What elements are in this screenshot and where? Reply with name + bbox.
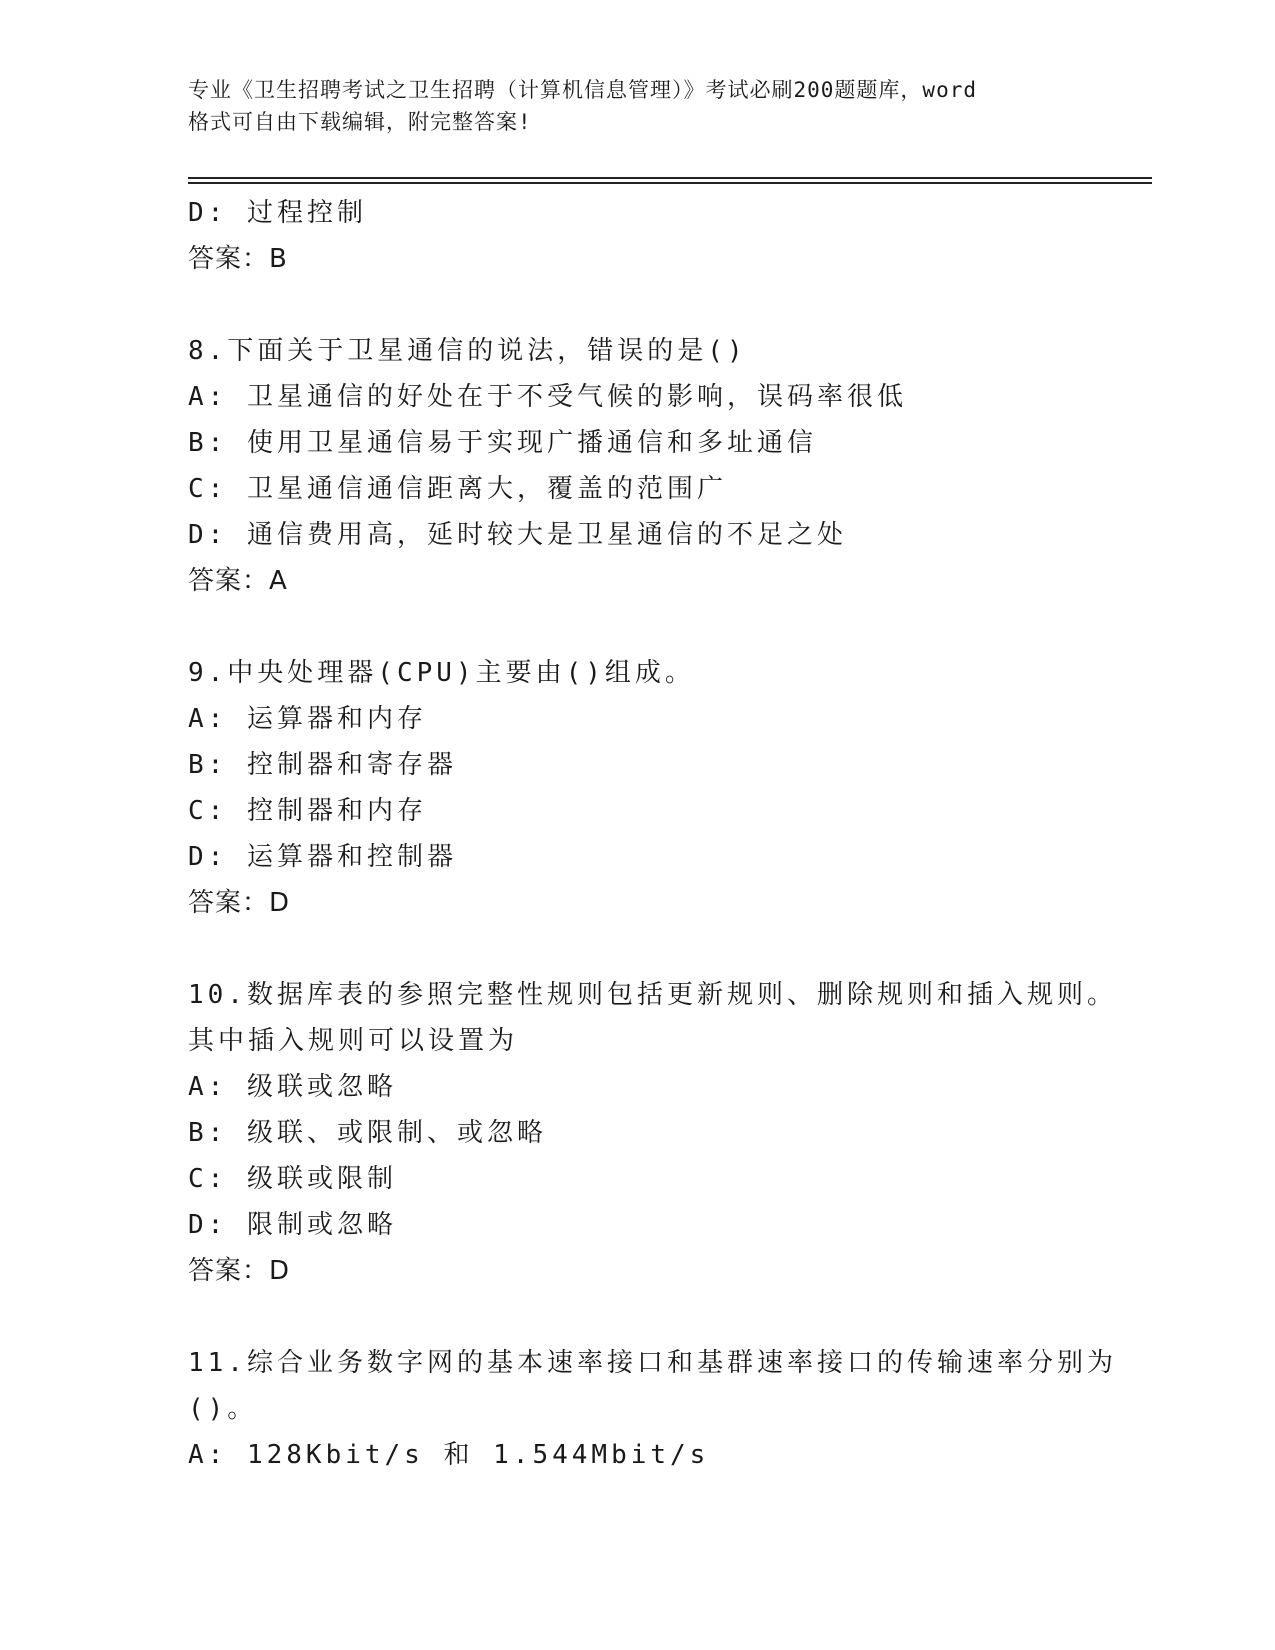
header-divider-bottom: [188, 182, 1152, 184]
q8-option-c: C: 卫星通信通信距离大，覆盖的范围广: [188, 474, 727, 504]
question-7: [188, 190, 1088, 282]
header-divider-top: [188, 177, 1152, 179]
q7-answer: 答案：B: [188, 244, 288, 274]
spacer: [188, 926, 1088, 972]
question-8: [188, 328, 1088, 604]
q10-answer: 答案：D: [188, 1256, 291, 1286]
q8-answer: 答案：A: [188, 566, 288, 596]
q9-answer: 答案：D: [188, 888, 291, 918]
question-9: [188, 650, 1088, 926]
q11-stem-line-1: 11.综合业务数字网的基本速率接口和基群速率接口的传输速率分别为: [188, 1348, 1117, 1378]
q9-stem: 9.中央处理器(CPU)主要由()组成。: [188, 658, 695, 688]
q10-option-b: B: 级联、或限制、或忽略: [188, 1118, 547, 1148]
q10-option-d: D: 限制或忽略: [188, 1210, 397, 1240]
q9-option-c: C: 控制器和内存: [188, 796, 427, 826]
q9-option-d: D: 运算器和控制器: [188, 842, 457, 872]
q7-option-d: D: 过程控制: [188, 198, 367, 228]
spacer: [188, 282, 1088, 328]
q10-stem-line-2: 其中插入规则可以设置为: [188, 1026, 519, 1056]
question-list: [188, 190, 1117, 1478]
header-title-line-1: 专业《卫生招聘考试之卫生招聘（计算机信息管理）》考试必刷200题题库，word: [188, 78, 977, 102]
question-11: [188, 1340, 1117, 1478]
q10-option-a: A: 级联或忽略: [188, 1072, 397, 1102]
q8-stem: 8.下面关于卫星通信的说法，错误的是(): [188, 336, 747, 366]
spacer: [188, 604, 1088, 650]
q10-option-c: C: 级联或限制: [188, 1164, 397, 1194]
spacer: [188, 1294, 1088, 1340]
q11-option-a: A: 128Kbit/s 和 1.544Mbit/s: [188, 1440, 710, 1470]
q8-option-d: D: 通信费用高，延时较大是卫星通信的不足之处: [188, 520, 847, 550]
header-title-line-2: 格式可自由下载编辑，附完整答案!: [188, 110, 532, 134]
q11-stem-line-2: ()。: [188, 1394, 258, 1424]
q9-option-a: A: 运算器和内存: [188, 704, 427, 734]
document-header: [188, 74, 1088, 138]
question-10: [188, 972, 1117, 1294]
q8-option-a: A: 卫星通信的好处在于不受气候的影响，误码率很低: [188, 382, 907, 412]
q10-stem-line-1: 10.数据库表的参照完整性规则包括更新规则、删除规则和插入规则。: [188, 980, 1117, 1010]
q8-option-b: B: 使用卫星通信易于实现广播通信和多址通信: [188, 428, 817, 458]
q9-option-b: B: 控制器和寄存器: [188, 750, 457, 780]
